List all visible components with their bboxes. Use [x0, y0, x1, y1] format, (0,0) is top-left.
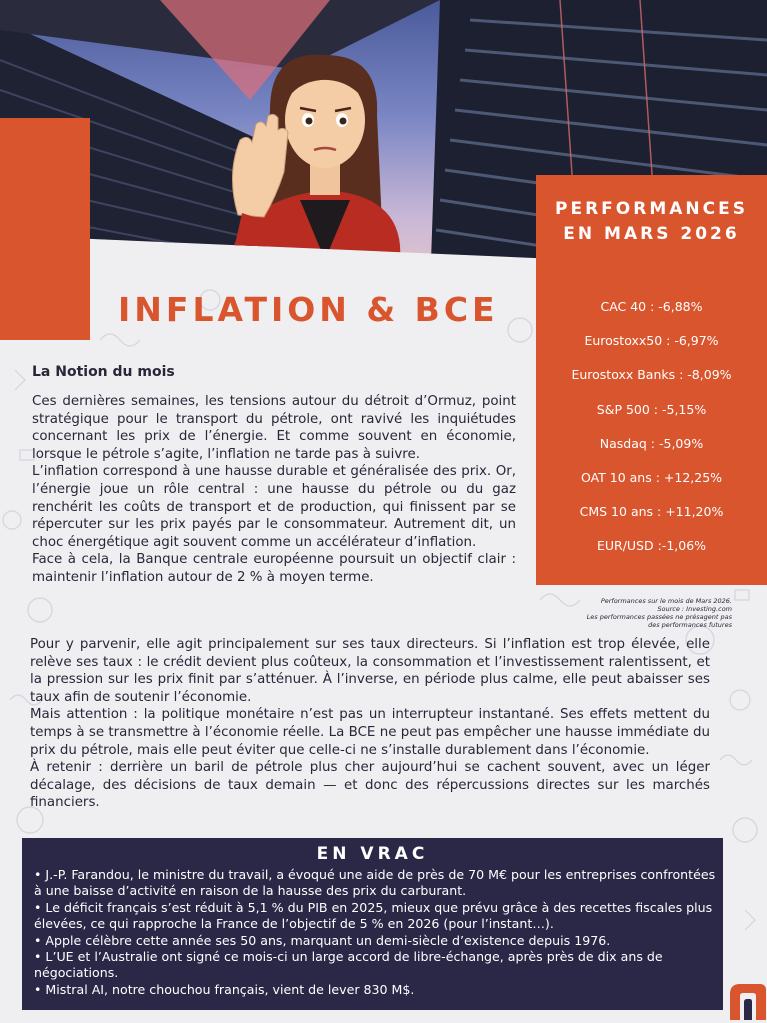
page-title: INFLATION & BCE [118, 290, 499, 329]
list-item: • Mistral AI, notre chouchou français, vient de lever 830 M$. [34, 981, 415, 997]
notion-paragraph: L’inflation correspond à une hausse durable et généralisée des prix. Or, l’énergie joue un rôle central : une hausse du pétrole ou du gaz renchérit les coûts de transport et de production, qui finissent par se répercuter sur les prix payés par le consommateur. Autrement dit, un choc énergétique agit souvent comme un accélérateur d’inflation. [32, 464, 516, 550]
performance-title [536, 197, 767, 247]
performance-item: EUR/USD :-1,06% [596, 538, 707, 554]
list-item: • Apple célèbre cette année ses 50 ans, marquant un demi-siècle d’existence depuis 1976. [34, 932, 611, 948]
notion-heading: La Notion du mois [32, 364, 175, 380]
notion-text-full [30, 636, 710, 812]
en-vrac-box [22, 838, 723, 1010]
en-vrac-list [34, 867, 719, 998]
performance-item: CAC 40 : -6,88% [600, 299, 703, 314]
performance-list [536, 290, 767, 564]
disclaimer-line: Les performances passées ne présagent pas [586, 613, 732, 621]
performance-title-line2: EN MARS 2026 [563, 224, 740, 244]
brand-logo-icon [724, 980, 766, 1020]
performance-item: Eurostoxx Banks : -8,09% [571, 367, 732, 383]
performance-box [536, 175, 767, 585]
en-vrac-title: EN VRAC [316, 844, 429, 864]
list-item: • J.-P. Farandou, le ministre du travail, a évoqué une aide de près de 70 M€ pour les entreprises confrontées à une baisse d’activité en raison de la hausse des prix du carburant. [34, 867, 716, 899]
list-item: • Le déficit français s’est réduit à 5,1 % du PIB en 2025, mieux que prévu grâce à des recettes fiscales plus élevées, ce qui rapproche la France de l’objectif de 5 % en 2026 (pour l’instant…). [34, 899, 713, 932]
orange-accent-tab [0, 118, 90, 340]
performance-item: Eurostoxx50 : -6,97% [584, 333, 719, 349]
notion-paragraph: Face à cela, la Banque centrale européenne poursuit un objectif clair : maintenir l’inflation autour de 2 % à moyen terme. [32, 552, 516, 585]
disclaimer-line: Source : Investing.com [657, 605, 732, 613]
list-item: • L’UE et l’Australie ont signé ce mois-ci un large accord de libre-échange, après près de dix ans de négociations. [34, 949, 663, 981]
notion-paragraph: Pour y parvenir, elle agit principalement sur ses taux directeurs. Si l’inflation est trop élevée, elle relève ses taux : le crédit devient plus coûteux, la consommation et l’investissement ralentissent, et la pression sur les prix finit par s’atténuer. À l’inverse, en période plus calme, elle peut abaisser ses taux afin de soutenir l’économie. [30, 637, 710, 705]
disclaimer-line: des performances futures [648, 621, 732, 629]
notion-paragraph: Mais attention : la politique monétaire n’est pas un interrupteur instantané. Ses effets mettent du temps à se transmettre à l’économie réelle. La BCE ne peut pas empêcher une hausse immédiate du prix du pétrole, mais elle peut éviter que celle-ci ne s’installe durablement dans l’économie. [30, 707, 710, 758]
notion-paragraph: À retenir : derrière un baril de pétrole plus cher aujourd’hui se cachent souvent, avec un léger décalage, des décisions de taux demain — et donc des répercussions directes sur les marchés financiers. [30, 760, 710, 811]
performance-item: S&P 500 : -5,15% [596, 401, 707, 417]
performance-disclaimer [560, 597, 732, 629]
disclaimer-line: Performances sur le mois de Mars 2026. [600, 597, 732, 605]
notion-text-left [32, 393, 516, 587]
performance-title-line1: PERFORMANCES [555, 199, 748, 219]
notion-paragraph: Ces dernières semaines, les tensions autour du détroit d’Ormuz, point stratégique pour le transport du pétrole, ont ravivé les inquiétudes concernant les prix de l’énergie. Et comme souvent en économie, lorsque le pétrole s’agite, l’inflation ne tarde pas à suivre. [32, 394, 516, 462]
performance-item: CMS 10 ans : +11,20% [579, 504, 724, 520]
performance-item: OAT 10 ans : +12,25% [580, 469, 723, 485]
performance-item: Nasdaq : -5,09% [599, 435, 704, 451]
